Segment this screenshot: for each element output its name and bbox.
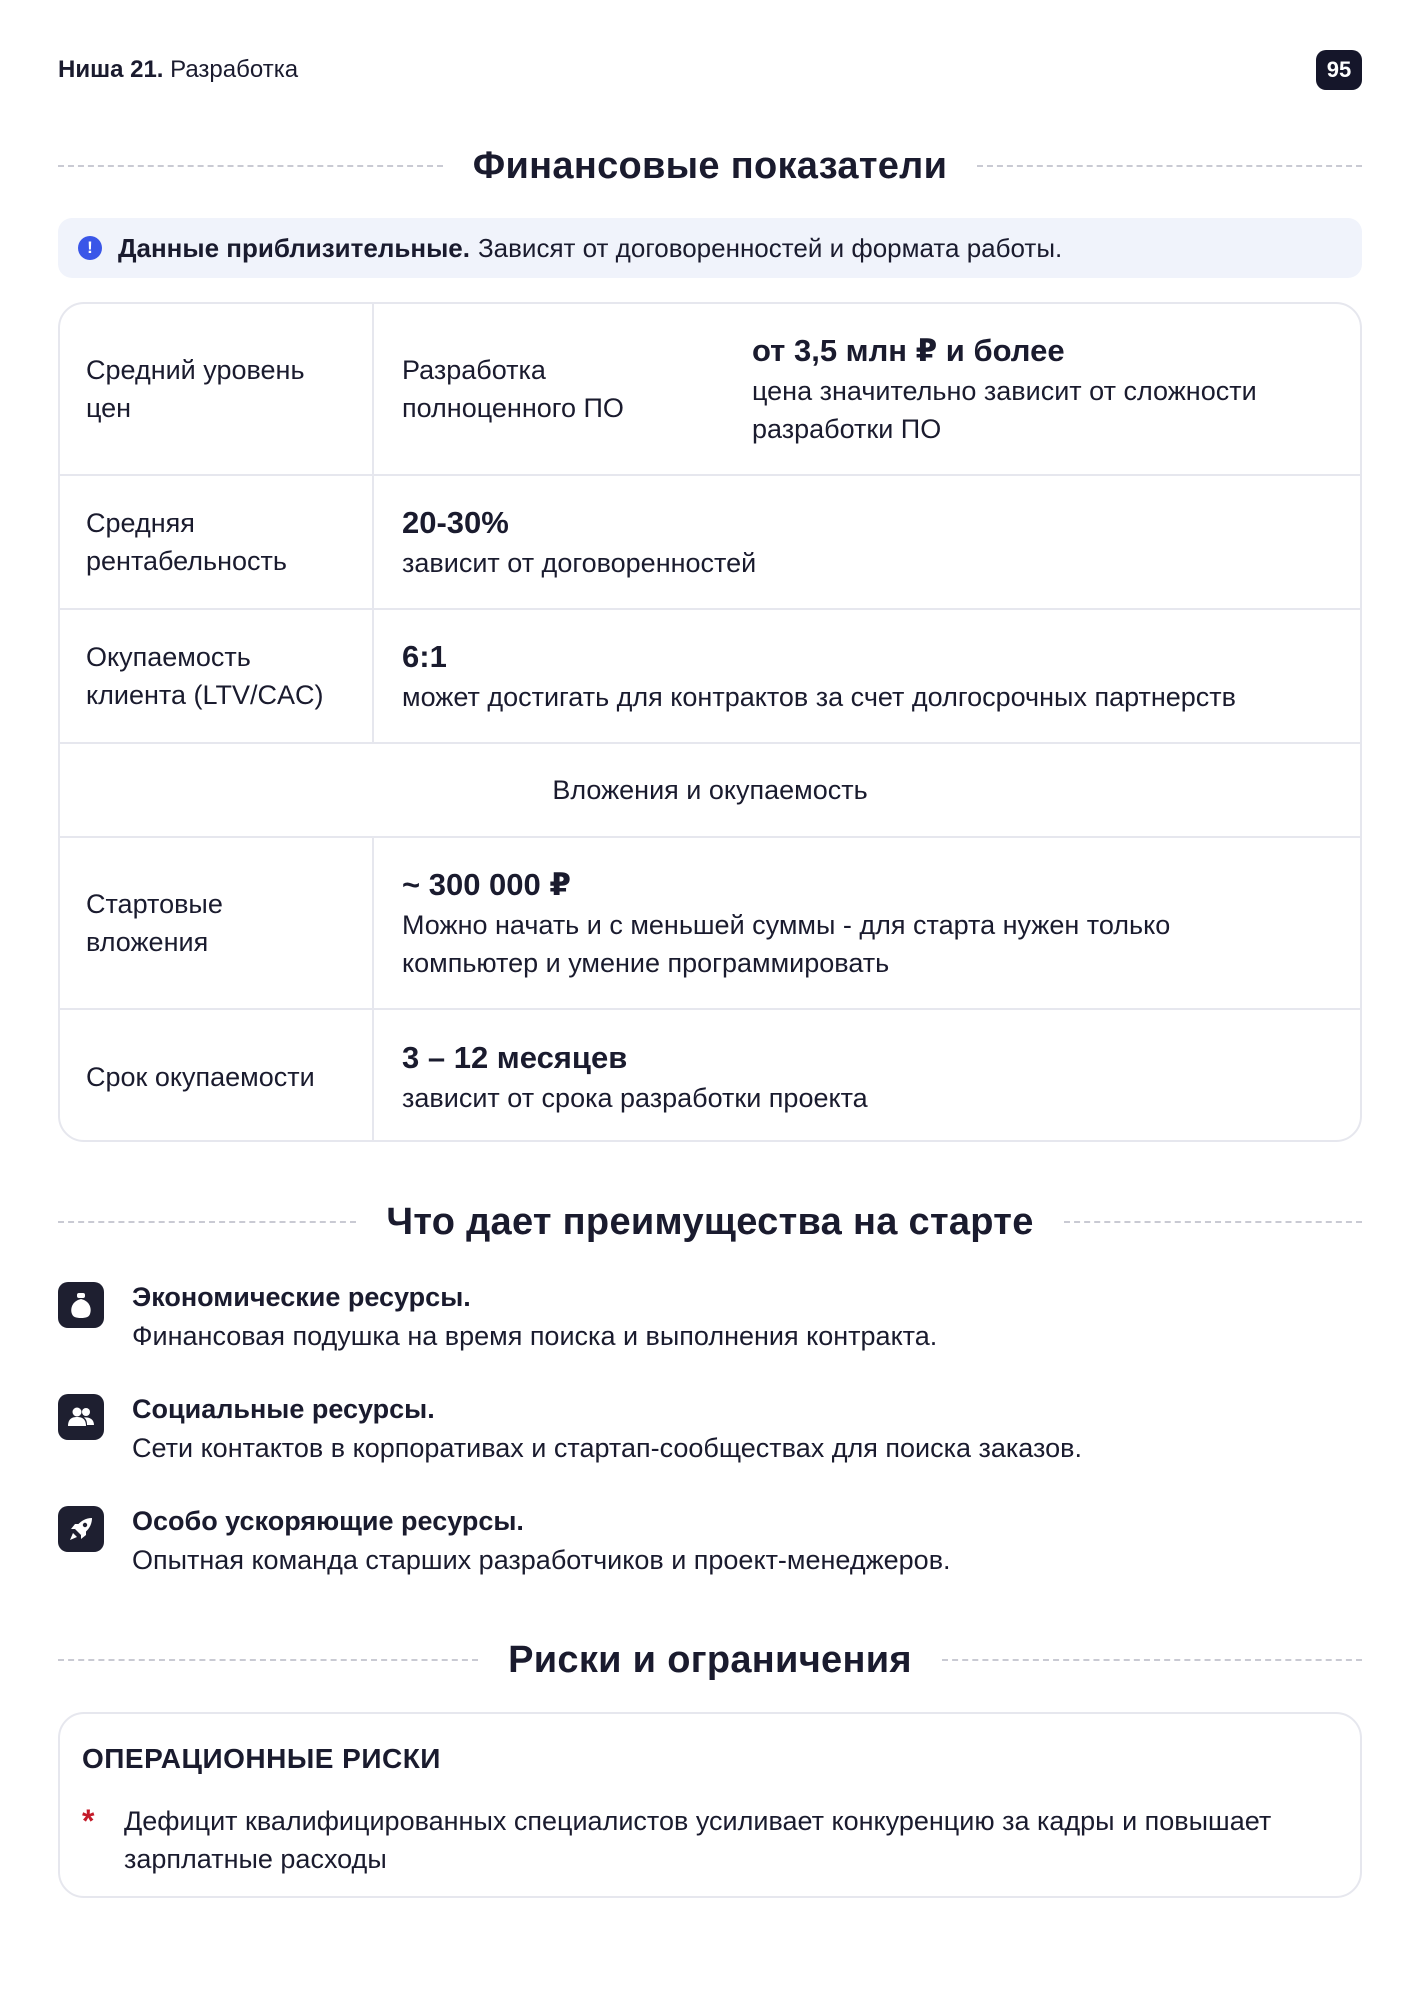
risk-item [82,1802,1282,1878]
risks-box-title: ОПЕРАЦИОННЫЕ РИСКИ [82,1743,441,1774]
row-note: Можно начать и с меньшей суммы - для старта нужен только компьютер и умение программировать [402,910,1171,978]
rocket-icon [58,1506,104,1552]
table-row [60,304,1360,476]
divider-left [58,1659,478,1661]
advantage-text: Сети контактов в корпоративах и стартап-сообществах для поиска заказов. [132,1433,1082,1463]
table-row [60,838,1360,1010]
row-value-group [752,304,1360,474]
financial-heading: Финансовые показатели [472,144,948,187]
row-note: зависит от договоренностей [402,548,757,578]
advantage-text: Опытная команда старших разработчиков и проект-менеджеров. [132,1545,951,1575]
niche-label: Ниша 21. [58,56,164,83]
section-label: Вложения и окупаемость [552,774,868,805]
row-value: 3 – 12 месяцев [402,1040,628,1075]
row-value: 20-30% [402,505,509,540]
notice-banner [58,218,1362,278]
row-label: Средний уровень цен [60,304,374,474]
people-icon [58,1394,104,1440]
risk-text: Дефицит квалифицированных специалистов усиливает конкуренцию за кадры и повышает зарплатные расходы [124,1806,1272,1874]
row-value-group [374,610,1360,742]
asterisk-icon: * [82,1803,95,1839]
row-note: цена значительно зависит от сложности разработки ПО [752,376,1257,444]
financial-table [58,302,1362,1142]
row-label: Окупаемость клиента (LTV/CAC) [60,610,374,742]
divider-right [942,1659,1362,1661]
money-bag-icon [58,1282,104,1328]
divider-left [58,165,443,167]
table-section-row [60,744,1360,838]
financial-section-heading [58,136,1362,196]
page-number: 95 [1316,50,1362,90]
row-label: Стартовые вложения [60,838,374,1008]
table-row [60,610,1360,744]
table-row [60,476,1360,610]
table-row [60,1010,1360,1142]
row-value: 6:1 [402,639,447,674]
niche-name: Разработка [170,56,299,83]
row-label: Средняя рентабельность [60,476,374,608]
row-value-group [374,476,1360,608]
niche-title [58,50,1362,90]
advantages-section-heading [58,1192,1362,1252]
row-value: ~ 300 000 ₽ [402,867,571,902]
row-value-group [374,1010,1360,1142]
risks-heading: Риски и ограничения [508,1638,912,1681]
list-item [58,1502,1362,1614]
advantage-title: Особо ускоряющие ресурсы. [132,1506,524,1536]
advantage-title: Экономические ресурсы. [132,1282,471,1312]
row-note: может достигать для контрактов за счет долгосрочных партнерств [402,682,1237,712]
row-note: зависит от срока разработки проекта [402,1083,868,1113]
notice-bold: Данные приблизительные. [118,232,470,263]
row-value-group [374,838,1360,1008]
row-value: от 3,5 млн ₽ и более [752,333,1065,368]
divider-left [58,1221,356,1223]
advantages-list [58,1278,1362,1614]
page-header [58,50,1362,90]
risks-section-heading [58,1630,1362,1690]
advantage-title: Социальные ресурсы. [132,1394,435,1424]
notice-text: Зависят от договоренностей и формата работы. [477,232,1063,263]
operational-risks-box [58,1712,1362,1898]
row-label: Срок окупаемости [60,1010,374,1142]
advantages-heading: Что дает преимущества на старте [386,1200,1034,1243]
divider-right [1064,1221,1362,1223]
divider-right [977,165,1362,167]
advantage-text: Финансовая подушка на время поиска и выполнения контракта. [132,1321,938,1351]
list-item [58,1278,1362,1390]
info-icon: ! [78,236,102,260]
row-sub-label: Разработка полноценного ПО [402,355,624,423]
list-item [58,1390,1362,1502]
